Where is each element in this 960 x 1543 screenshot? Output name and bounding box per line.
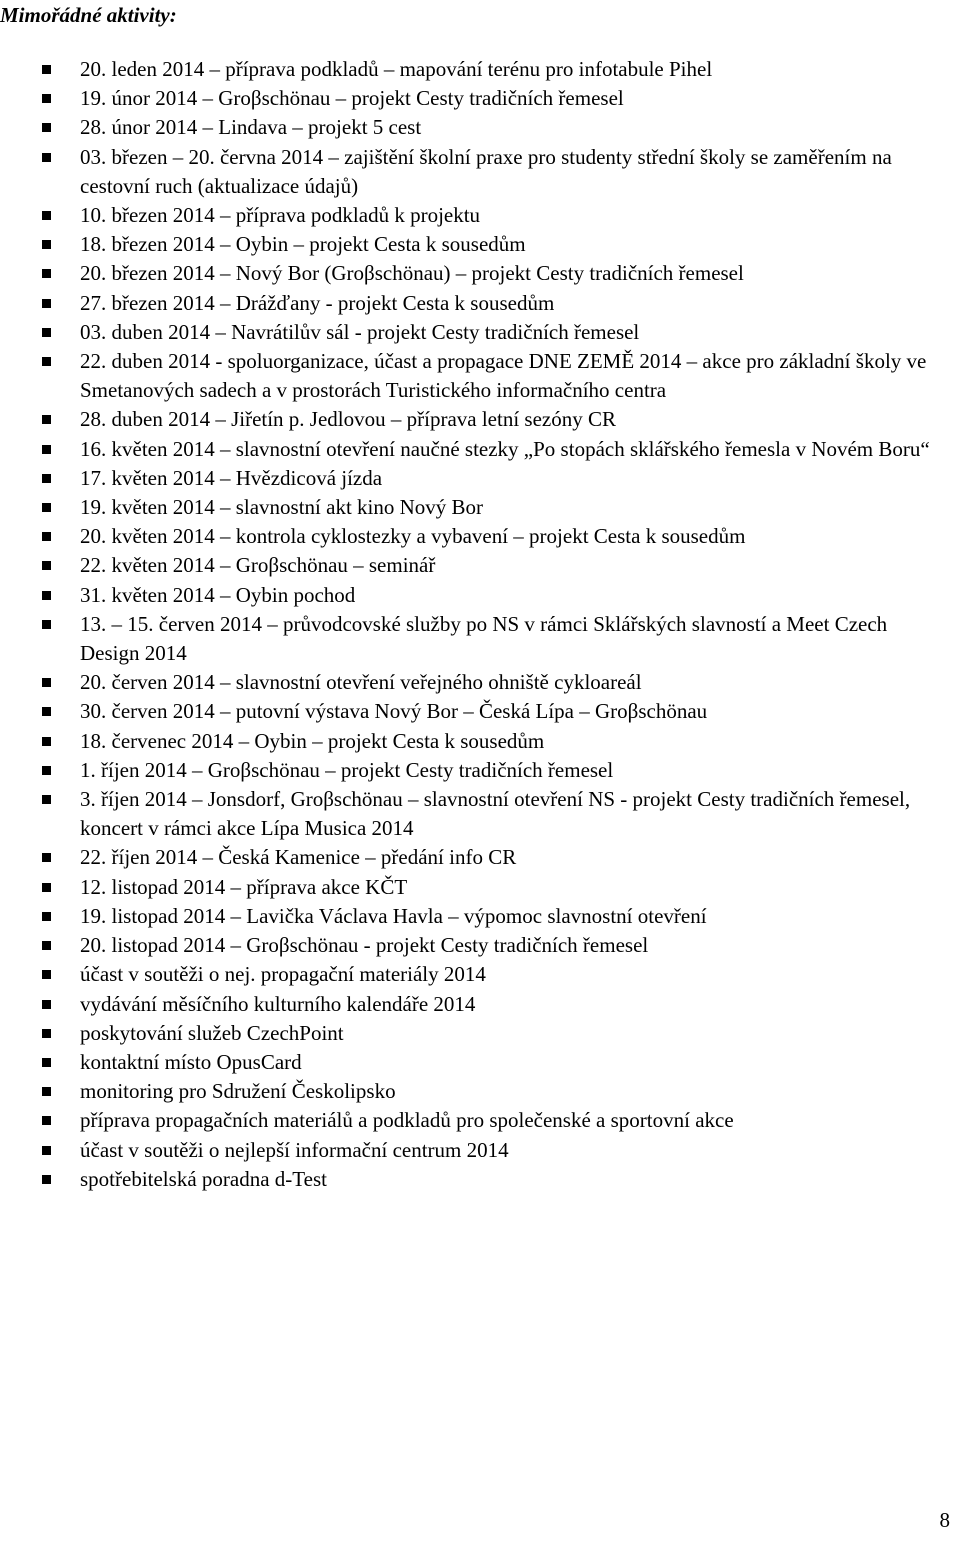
list-item: [0, 55, 960, 84]
square-bullet-icon: [42, 299, 51, 308]
list-item: [0, 785, 960, 843]
list-item: [0, 230, 960, 259]
square-bullet-icon: [42, 94, 51, 103]
list-item-text: monitoring pro Sdružení Českolipsko: [80, 1079, 396, 1104]
square-bullet-icon: [42, 591, 51, 600]
list-item-text: 3. říjen 2014 – Jonsdorf, Groβschönau – slavnostní otevření NS - projekt Cesty tradičních řemesel, koncert v rámci akce Lípa Musica 2014: [80, 787, 911, 841]
list-item: [0, 289, 960, 318]
square-bullet-icon: [42, 1087, 51, 1096]
list-item-text: 18. červenec 2014 – Oybin – projekt Cesta k sousedům: [80, 728, 545, 753]
square-bullet-icon: [42, 912, 51, 921]
square-bullet-icon: [42, 445, 51, 454]
square-bullet-icon: [42, 269, 51, 278]
square-bullet-icon: [42, 153, 51, 162]
square-bullet-icon: [42, 1116, 51, 1125]
activity-list: [0, 55, 960, 1194]
list-item-text: účast v soutěži o nejlepší informační centrum 2014: [80, 1137, 509, 1162]
square-bullet-icon: [42, 1058, 51, 1067]
list-item: [0, 727, 960, 756]
list-item: [0, 1019, 960, 1048]
list-item-text: 22. duben 2014 - spoluorganizace, účast a propagace DNE ZEMĚ 2014 – akce pro základní školy ve Smetanových sadech a v prostorách Turistického informačního centra: [80, 349, 927, 403]
square-bullet-icon: [42, 561, 51, 570]
list-item: [0, 668, 960, 697]
list-item-text: 19. květen 2014 – slavnostní akt kino Nový Bor: [80, 495, 484, 520]
list-item-text: 20. listopad 2014 – Groβschönau - projekt Cesty tradičních řemesel: [80, 933, 649, 958]
list-item-text: 22. říjen 2014 – Česká Kamenice – předání info CR: [80, 845, 517, 870]
square-bullet-icon: [42, 883, 51, 892]
square-bullet-icon: [42, 65, 51, 74]
list-item: [0, 756, 960, 785]
list-item: [0, 405, 960, 434]
list-item-text: 03. duben 2014 – Navrátilův sál - projekt Cesty tradičních řemesel: [80, 319, 640, 344]
square-bullet-icon: [42, 1029, 51, 1038]
section-heading: Mimořádné aktivity:: [0, 3, 177, 27]
list-item-text: 20. březen 2014 – Nový Bor (Groβschönau) – projekt Cesty tradičních řemesel: [80, 261, 744, 286]
square-bullet-icon: [42, 941, 51, 950]
square-bullet-icon: [42, 737, 51, 746]
list-item: [0, 581, 960, 610]
list-item: [0, 990, 960, 1019]
list-item: [0, 1165, 960, 1194]
list-item: [0, 1106, 960, 1135]
list-item-text: poskytování služeb CzechPoint: [80, 1020, 344, 1045]
list-item-text: 27. březen 2014 – Drážďany - projekt Cesta k sousedům: [80, 290, 555, 315]
list-item: [0, 259, 960, 288]
square-bullet-icon: [42, 1000, 51, 1009]
list-item: [0, 464, 960, 493]
square-bullet-icon: [42, 795, 51, 804]
list-item-text: 16. květen 2014 – slavnostní otevření naučné stezky „Po stopách sklářského řemesla v Novém Boru“: [80, 436, 930, 461]
square-bullet-icon: [42, 474, 51, 483]
square-bullet-icon: [42, 415, 51, 424]
square-bullet-icon: [42, 853, 51, 862]
square-bullet-icon: [42, 678, 51, 687]
square-bullet-icon: [42, 1175, 51, 1184]
list-item: [0, 318, 960, 347]
list-item: [0, 493, 960, 522]
list-item: [0, 435, 960, 464]
list-item: [0, 843, 960, 872]
list-item-text: 12. listopad 2014 – příprava akce KČT: [80, 874, 408, 899]
list-item-text: 13. – 15. červen 2014 – průvodcovské služby po NS v rámci Sklářských slavností a Meet Czech Design 2014: [80, 611, 888, 666]
square-bullet-icon: [42, 328, 51, 337]
list-item: [0, 931, 960, 960]
list-item: [0, 1077, 960, 1106]
page-number: 8: [939, 1508, 950, 1532]
square-bullet-icon: [42, 620, 51, 629]
list-item: [0, 551, 960, 580]
list-item-text: 19. listopad 2014 – Lavička Václava Havla – výpomoc slavnostní otevření: [80, 903, 707, 928]
list-item-text: 31. květen 2014 – Oybin pochod: [80, 582, 356, 607]
list-item: [0, 960, 960, 989]
list-item: [0, 902, 960, 931]
square-bullet-icon: [42, 123, 51, 132]
list-item-text: 20. květen 2014 – kontrola cyklostezky a vybavení – projekt Cesta k sousedům: [80, 524, 746, 549]
square-bullet-icon: [42, 532, 51, 541]
list-item-text: 1. říjen 2014 – Groβschönau – projekt Cesty tradičních řemesel: [80, 757, 614, 782]
list-item: [0, 1048, 960, 1077]
list-item-text: účast v soutěži o nej. propagační materiály 2014: [80, 962, 486, 987]
list-item-text: kontaktní místo OpusCard: [80, 1049, 302, 1074]
square-bullet-icon: [42, 357, 51, 366]
square-bullet-icon: [42, 1146, 51, 1155]
square-bullet-icon: [42, 766, 51, 775]
square-bullet-icon: [42, 503, 51, 512]
square-bullet-icon: [42, 970, 51, 979]
list-item-text: 18. březen 2014 – Oybin – projekt Cesta k sousedům: [80, 232, 526, 257]
list-item-text: 10. březen 2014 – příprava podkladů k projektu: [80, 203, 481, 228]
list-item: [0, 84, 960, 113]
list-item-text: 28. duben 2014 – Jiřetín p. Jedlovou – příprava letní sezóny CR: [80, 407, 617, 432]
square-bullet-icon: [42, 240, 51, 249]
list-item-text: 03. březen – 20. června 2014 – zajištění školní praxe pro studenty střední školy se zaměřením na cestovní ruch (aktualizace údajů): [80, 144, 892, 198]
list-item-text: příprava propagačních materiálů a podkladů pro společenské a sportovní akce: [80, 1108, 734, 1133]
list-item: [0, 1136, 960, 1165]
list-item: [0, 610, 960, 668]
list-item: [0, 873, 960, 902]
list-item-text: 20. leden 2014 – příprava podkladů – mapování terénu pro infotabule Pihel: [80, 57, 713, 81]
list-item-text: 19. únor 2014 – Groβschönau – projekt Cesty tradičních řemesel: [80, 86, 624, 111]
square-bullet-icon: [42, 211, 51, 220]
square-bullet-icon: [42, 707, 51, 716]
list-item-text: 28. únor 2014 – Lindava – projekt 5 cest: [80, 115, 422, 140]
list-item-text: 30. červen 2014 – putovní výstava Nový Bor – Česká Lípa – Groβschönau: [80, 699, 708, 724]
list-item: [0, 522, 960, 551]
list-item: [0, 113, 960, 142]
list-item: [0, 201, 960, 230]
list-item: [0, 347, 960, 405]
list-item-text: 22. květen 2014 – Groβschönau – seminář: [80, 553, 436, 578]
list-item: [0, 697, 960, 726]
list-item-text: vydávání měsíčního kulturního kalendáře 2014: [80, 991, 476, 1016]
list-item: [0, 143, 960, 201]
list-item-text: 17. květen 2014 – Hvězdicová jízda: [80, 465, 383, 490]
list-item-text: spotřebitelská poradna d-Test: [80, 1166, 327, 1191]
list-item-text: 20. červen 2014 – slavnostní otevření veřejného ohniště cykloareál: [80, 670, 642, 695]
